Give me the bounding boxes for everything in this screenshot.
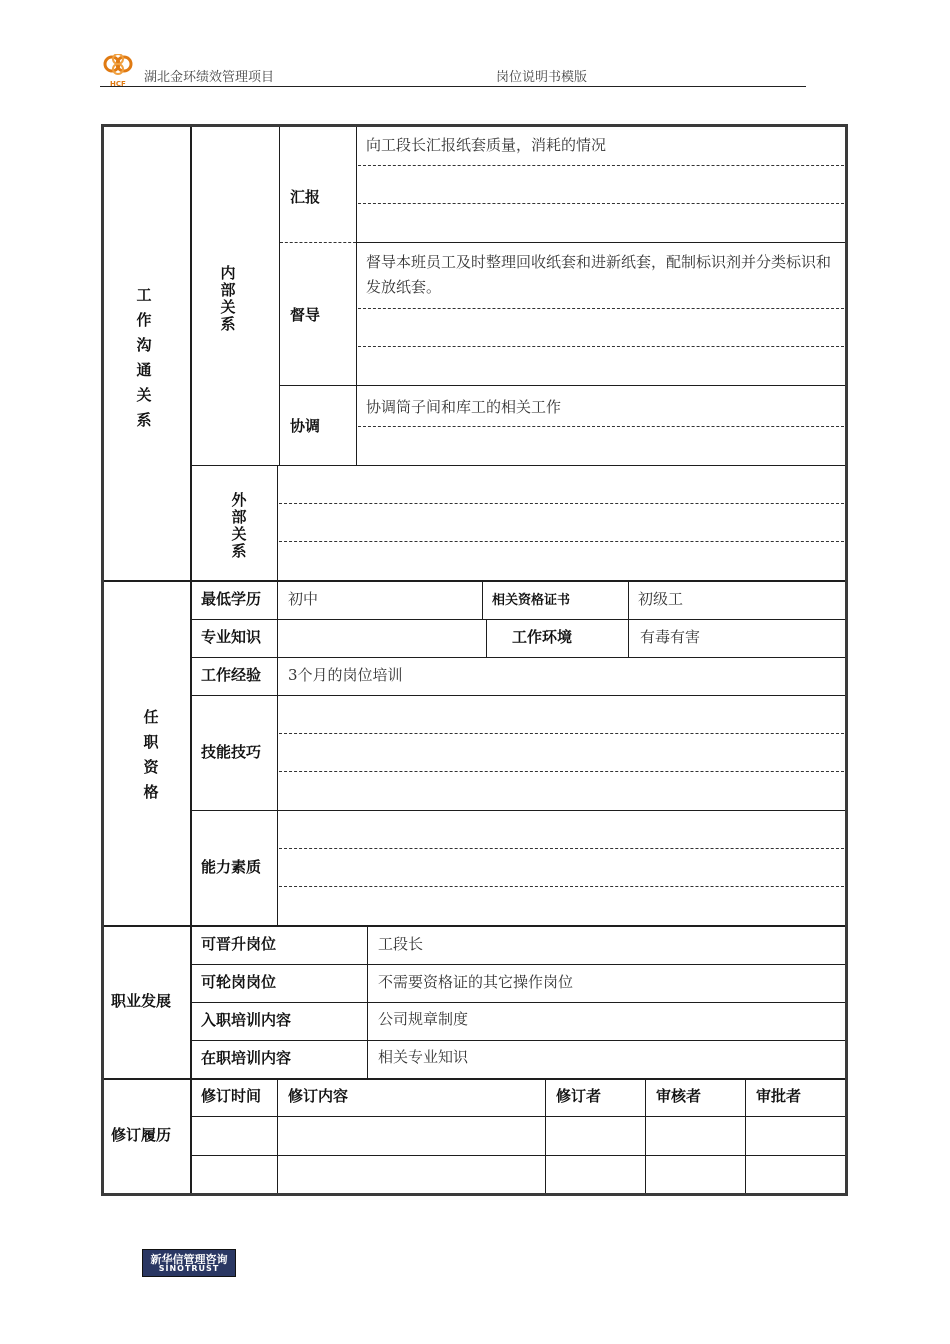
education-label: 最低学历 [201, 590, 262, 608]
knowledge-label: 专业知识 [201, 628, 262, 646]
coordinate-text: 协调筒子间和库工的相关工作 [366, 398, 562, 416]
rotation-value: 不需要资格证的其它操作岗位 [378, 973, 574, 991]
sinotrust-logo [142, 1249, 236, 1277]
rotation-label: 可轮岗岗位 [201, 973, 277, 991]
induction-label: 入职培训内容 [201, 1011, 292, 1029]
promotion-label: 可晋升岗位 [201, 935, 277, 953]
environment-value: 有毒有害 [640, 628, 701, 646]
report-text: 向工段长汇报纸套质量，消耗的情况 [366, 136, 607, 154]
coordinate-label: 协调 [290, 417, 321, 435]
revision-col-content: 修订内容 [288, 1087, 349, 1105]
environment-label: 工作环境 [512, 628, 573, 646]
revision-section-label: 修订履历 [111, 1126, 172, 1144]
revision-col-approver: 审批者 [756, 1087, 802, 1105]
external-relations-label: 外部关系 [231, 491, 247, 560]
company-project: 湖北金环绩效管理项目 [144, 70, 275, 85]
career-section-label: 职业发展 [111, 992, 172, 1010]
promotion-value: 工段长 [378, 935, 424, 953]
revision-col-time: 修订时间 [201, 1087, 262, 1105]
onjob-value: 相关专业知识 [378, 1048, 469, 1066]
document-title: 岗位说明书模版 [496, 70, 588, 85]
induction-value: 公司规章制度 [378, 1010, 469, 1028]
experience-label: 工作经验 [201, 666, 262, 684]
sinotrust-logo-cn: 新华信管理咨询 [150, 1253, 228, 1266]
ability-label: 能力素质 [201, 858, 262, 876]
education-value: 初中 [288, 590, 319, 608]
sinotrust-logo-en: SINOTRUST [158, 1264, 220, 1273]
certificate-value: 初级工 [638, 590, 684, 608]
revision-col-reviewer: 审核者 [656, 1087, 702, 1105]
report-label: 汇报 [290, 188, 321, 206]
supervise-text: 督导本班员工及时整理回收纸套和进新纸套，配制标识剂并分类标识和发放纸套。 [366, 253, 832, 296]
supervise-label: 督导 [290, 306, 321, 324]
onjob-label: 在职培训内容 [201, 1049, 292, 1067]
communication-section-label: 工作沟通关系 [136, 286, 152, 429]
experience-value: 3个月的岗位培训 [288, 666, 403, 684]
logo-text: HCF [110, 80, 126, 88]
revision-col-reviser: 修订者 [556, 1087, 602, 1105]
internal-relations-label: 内部关系 [220, 264, 236, 333]
qualifications-section-label: 任职资格 [143, 708, 159, 801]
certificate-label: 相关资格证书 [492, 593, 571, 608]
skills-label: 技能技巧 [201, 743, 262, 761]
